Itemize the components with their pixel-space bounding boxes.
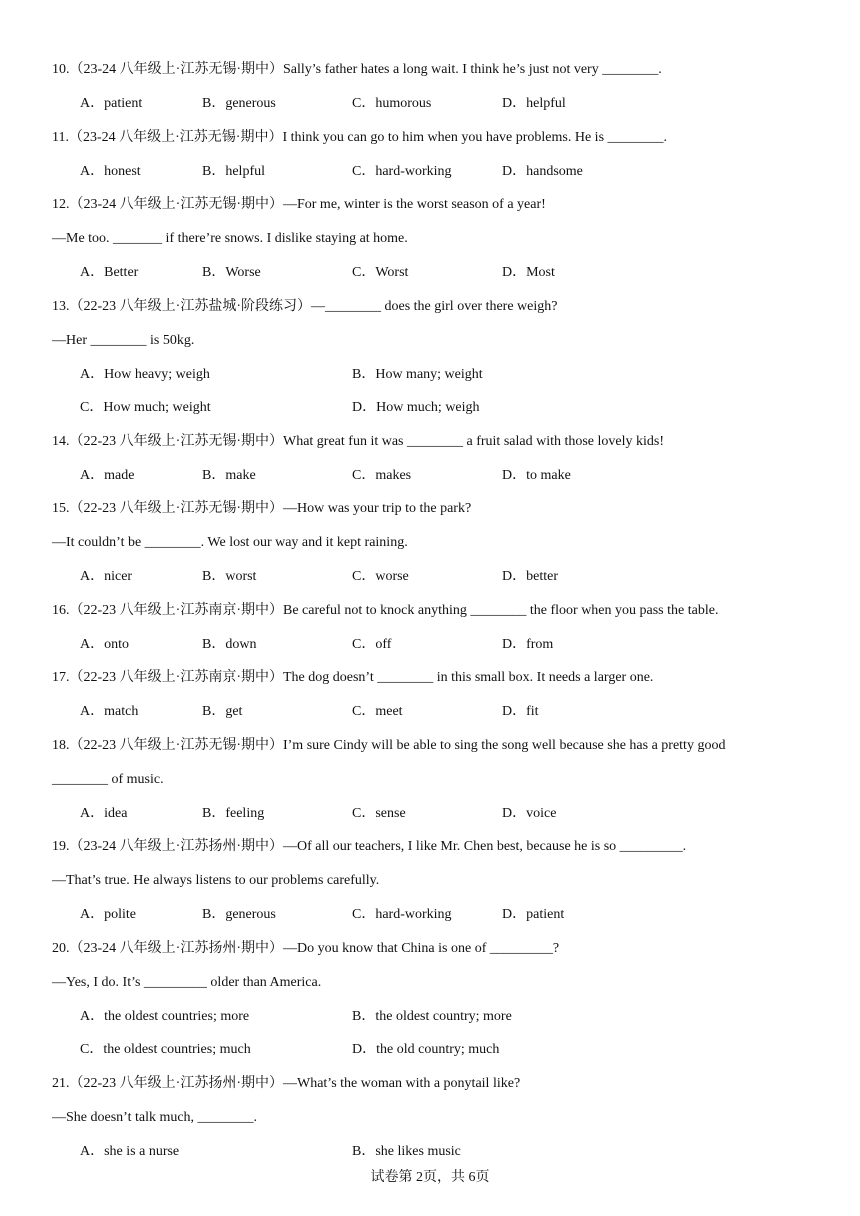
q12-option-a: A．Better — [80, 265, 139, 280]
q15-option-a: A．nicer — [80, 569, 133, 584]
q10-option-a: A．patient — [80, 96, 143, 111]
question-19-continuation: —That’s true. He always listens to our problems carefully. — [52, 873, 380, 888]
q19-option-c: C．hard-working — [352, 907, 452, 922]
q20-option-c: C．the oldest countries; much — [80, 1042, 251, 1057]
q20-option-d: D．the old country; much — [352, 1042, 500, 1057]
q18-option-c: C．sense — [352, 806, 406, 821]
q18-option-a: A．idea — [80, 806, 128, 821]
q16-option-a: A．onto — [80, 637, 129, 652]
q14-option-c: C．makes — [352, 468, 412, 483]
q10-option-d: D．helpful — [502, 96, 566, 111]
question-21-continuation: —She doesn’t talk much, ________. — [52, 1110, 258, 1125]
question-13-continuation: —Her ________ is 50kg. — [52, 333, 195, 348]
question-20-continuation: —Yes, I do. It’s _________ older than America. — [52, 975, 322, 990]
q21-option-a: A．she is a nurse — [80, 1144, 180, 1159]
q13-option-b: B．How many; weight — [352, 367, 483, 382]
q20-option-b: B．the oldest country; more — [352, 1009, 512, 1024]
q15-option-b: B．worst — [202, 569, 257, 584]
q13-option-c: C．How much; weight — [80, 400, 211, 415]
question-15-continuation: —It couldn’t be ________. We lost our way and it kept raining. — [52, 535, 408, 550]
q16-option-b: B．down — [202, 637, 257, 652]
q12-option-c: C．Worst — [352, 265, 409, 280]
q20-option-a: A．the oldest countries; more — [80, 1009, 250, 1024]
q19-option-b: B．generous — [202, 907, 276, 922]
q16-option-d: D．from — [502, 637, 554, 652]
question-11-stem: 11.（23-24 八年级上·江苏无锡·期中）I think you can go to him when you have problems. He is ________. — [52, 130, 668, 145]
q17-option-c: C．meet — [352, 704, 403, 719]
q12-option-b: B．Worse — [202, 265, 261, 280]
q18-option-b: B．feeling — [202, 806, 265, 821]
question-16-stem: 16.（22-23 八年级上·江苏南京·期中）Be careful not to knock anything ________ the floor when you pass the table. — [52, 603, 719, 618]
question-15-stem: 15.（22-23 八年级上·江苏无锡·期中）—How was your trip to the park? — [52, 501, 472, 516]
q16-option-c: C．off — [352, 637, 392, 652]
q12-option-d: D．Most — [502, 265, 555, 280]
q17-option-b: B．get — [202, 704, 243, 719]
q15-option-c: C．worse — [352, 569, 409, 584]
question-17-stem: 17.（22-23 八年级上·江苏南京·期中）The dog doesn’t ________ in this small box. It needs a larger one. — [52, 670, 654, 685]
q11-option-b: B．helpful — [202, 164, 265, 179]
question-19-stem: 19.（23-24 八年级上·江苏扬州·期中）—Of all our teachers, I like Mr. Chen best, because he is so _________. — [52, 839, 687, 854]
q14-option-a: A．made — [80, 468, 135, 483]
q10-option-c: C．humorous — [352, 96, 432, 111]
question-18-continuation: ________ of music. — [52, 772, 164, 787]
q11-option-a: A．honest — [80, 164, 141, 179]
q17-option-d: D．fit — [502, 704, 539, 719]
q13-option-a: A．How heavy; weigh — [80, 367, 210, 382]
q13-option-d: D．How much; weigh — [352, 400, 480, 415]
q17-option-a: A．match — [80, 704, 139, 719]
question-20-stem: 20.（23-24 八年级上·江苏扬州·期中）—Do you know that China is one of _________? — [52, 941, 560, 956]
q11-option-c: C．hard-working — [352, 164, 452, 179]
q19-option-a: A．polite — [80, 907, 136, 922]
q21-option-b: B．she likes music — [352, 1144, 461, 1159]
page-footer: 试卷第 2页，共 6页 — [370, 1170, 490, 1185]
q11-option-d: D．handsome — [502, 164, 583, 179]
question-10-stem: 10.（23-24 八年级上·江苏无锡·期中）Sally’s father hates a long wait. I think he’s just not very ________. — [52, 62, 662, 77]
q15-option-d: D．better — [502, 569, 558, 584]
question-12-continuation: —Me too. _______ if there’re snows. I dislike staying at home. — [52, 231, 408, 246]
question-21-stem: 21.（22-23 八年级上·江苏扬州·期中）—What’s the woman with a ponytail like? — [52, 1076, 521, 1091]
question-18-stem: 18.（22-23 八年级上·江苏无锡·期中）I’m sure Cindy will be able to sing the song well because she has a pretty good — [52, 738, 726, 753]
question-14-stem: 14.（22-23 八年级上·江苏无锡·期中）What great fun it was ________ a fruit salad with those lovely kids! — [52, 434, 665, 449]
q19-option-d: D．patient — [502, 907, 565, 922]
question-13-stem: 13.（22-23 八年级上·江苏盐城·阶段练习）—________ does the girl over there weigh? — [52, 299, 558, 314]
q18-option-d: D．voice — [502, 806, 557, 821]
question-12-stem: 12.（23-24 八年级上·江苏无锡·期中）—For me, winter is the worst season of a year! — [52, 197, 546, 212]
q14-option-d: D．to make — [502, 468, 571, 483]
q10-option-b: B．generous — [202, 96, 276, 111]
q14-option-b: B．make — [202, 468, 256, 483]
